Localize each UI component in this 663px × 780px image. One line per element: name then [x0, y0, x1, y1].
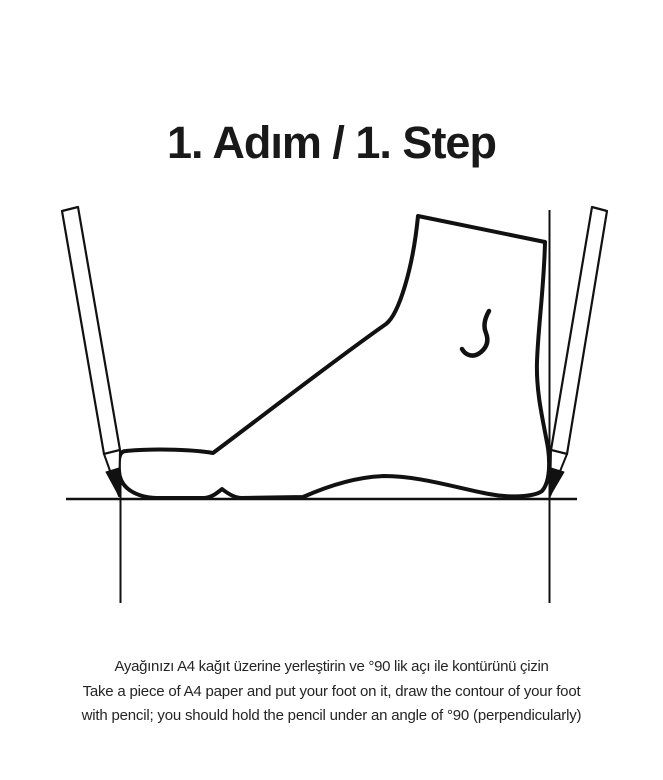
left-pencil-graphite — [106, 468, 119, 496]
caption-english-line-1: Take a piece of A4 paper and put your foot on it, draw the contour of your foot — [82, 683, 581, 700]
right-pencil-body — [551, 207, 607, 454]
left-pencil-body — [62, 207, 120, 454]
page-title: 1. Adım / 1. Step — [167, 117, 496, 169]
left-pencil — [62, 207, 120, 496]
foot-outline — [119, 216, 549, 498]
caption-english — [0, 680, 663, 727]
right-pencil-graphite — [550, 468, 564, 496]
right-pencil — [550, 207, 607, 496]
caption-turkish: Ayağınızı A4 kağıt üzerine yerleştirin ve °90 lik açı ile kontürünü çizin — [114, 658, 549, 675]
caption-english-line-2: with pencil; you should hold the pencil under an angle of °90 (perpendicularly) — [81, 706, 582, 724]
